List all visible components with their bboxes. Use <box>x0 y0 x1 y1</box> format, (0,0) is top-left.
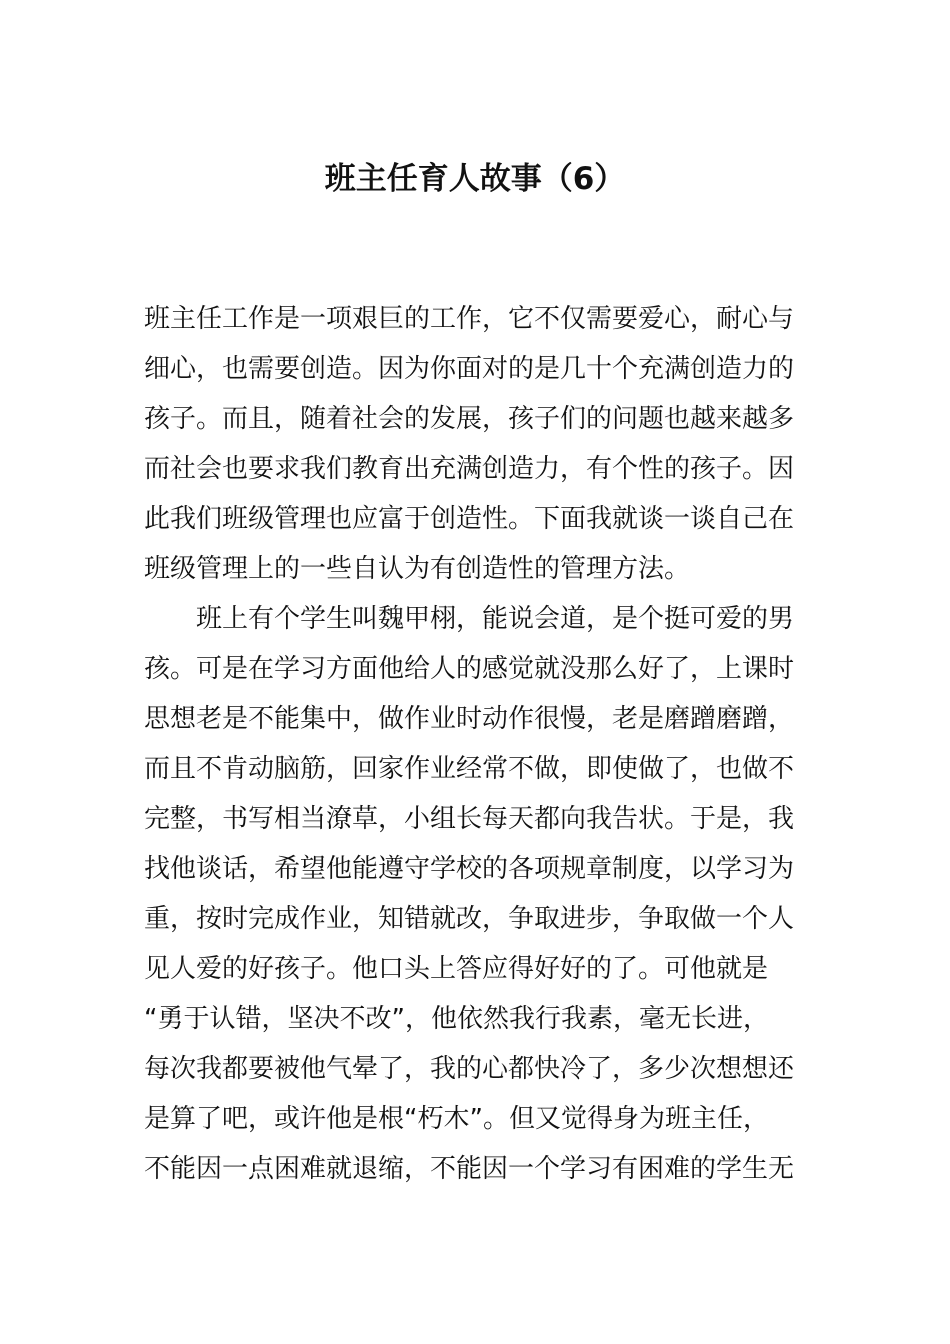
body-line: 是算了吧，或许他是根“朽木”。但又觉得身为班主任， <box>144 1104 769 1134</box>
document-body <box>144 294 808 1194</box>
body-line: 找他谈话，希望他能遵守学校的各项规章制度，以学习为 <box>144 854 795 884</box>
body-line: 孩。可是在学习方面他给人的感觉就没那么好了，上课时 <box>144 654 795 684</box>
body-line: 思想老是不能集中，做作业时动作很慢，老是磨蹭磨蹭， <box>144 704 795 734</box>
paragraph-first-line: 班上有个学生叫魏甲栩，能说会道，是个挺可爱的男 <box>196 604 795 634</box>
body-line: 班级管理上的一些自认为有创造性的管理方法。 <box>144 554 691 584</box>
body-line: 此我们班级管理也应富于创造性。下面我就谈一谈自己在 <box>144 504 795 534</box>
body-line: 细心，也需要创造。因为你面对的是几十个充满创造力的 <box>144 354 795 384</box>
body-line: 而且不肯动脑筋，回家作业经常不做，即使做了，也做不 <box>144 754 795 784</box>
body-line: “勇于认错，坚决不改”，他依然我行我素，毫无长进， <box>144 1004 769 1034</box>
body-line: 而社会也要求我们教育出充满创造力，有个性的孩子。因 <box>144 454 795 484</box>
body-line: 孩子。而且，随着社会的发展，孩子们的问题也越来越多 <box>144 404 795 434</box>
body-line: 每次我都要被他气晕了，我的心都快冷了，多少次想想还 <box>144 1054 795 1084</box>
body-line: 见人爱的好孩子。他口头上答应得好好的了。可他就是 <box>144 954 769 984</box>
document-title: 班主任育人故事（6） <box>324 161 626 197</box>
body-line: 不能因一点困难就退缩，不能因一个学习有困难的学生无 <box>144 1154 795 1184</box>
body-line: 班主任工作是一项艰巨的工作，它不仅需要爱心，耐心与 <box>144 304 795 334</box>
body-line: 完整，书写相当潦草，小组长每天都向我告状。于是，我 <box>144 804 795 834</box>
body-line: 重，按时完成作业，知错就改，争取进步，争取做一个人 <box>144 904 795 934</box>
